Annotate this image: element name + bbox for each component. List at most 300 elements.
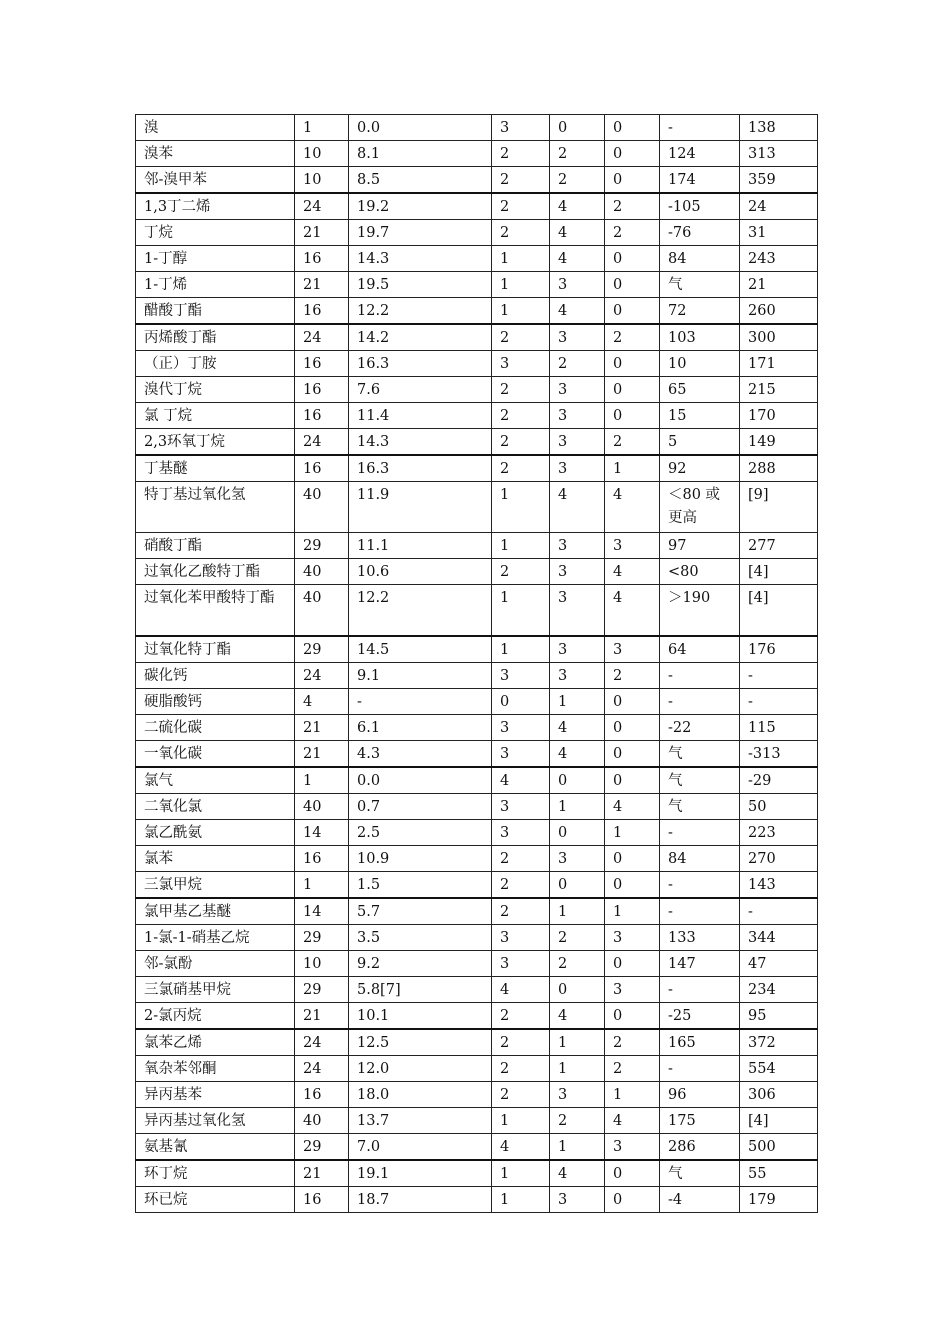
table-row	[136, 951, 818, 977]
table-cell: 4	[550, 741, 605, 768]
table-cell: -	[740, 898, 818, 925]
table-cell: 300	[740, 324, 818, 351]
table-cell: 3	[550, 1082, 605, 1108]
table-cell: 0	[605, 1003, 660, 1030]
table-cell: 4	[550, 298, 605, 325]
table-cell: 24	[740, 193, 818, 220]
table-cell: 3	[550, 636, 605, 663]
table-cell: 2	[492, 324, 550, 351]
table-cell: 邻-溴甲苯	[136, 167, 295, 194]
table-cell: 1	[492, 1108, 550, 1134]
table-cell: 1	[492, 636, 550, 663]
table-cell: 溴	[136, 115, 295, 141]
table-cell: 16	[295, 846, 349, 872]
table-cell: 10.1	[349, 1003, 492, 1030]
table-cell: 270	[740, 846, 818, 872]
table-cell: 14	[295, 820, 349, 846]
table-cell: 1-丁醇	[136, 246, 295, 272]
table-cell: 16	[295, 403, 349, 429]
table-cell: 14.2	[349, 324, 492, 351]
table-cell: 1	[492, 272, 550, 298]
table-row	[136, 351, 818, 377]
table-cell: 2	[492, 559, 550, 585]
table-cell: 143	[740, 872, 818, 899]
table-row	[136, 298, 818, 325]
table-cell: 2	[492, 167, 550, 194]
table-cell: 176	[740, 636, 818, 663]
table-cell: 1-氯-1-硝基乙烷	[136, 925, 295, 951]
table-cell: 14.3	[349, 429, 492, 456]
table-cell: 3	[492, 820, 550, 846]
table-cell: 2	[550, 141, 605, 167]
table-cell: 2	[550, 167, 605, 194]
table-cell: 12.0	[349, 1056, 492, 1082]
table-cell: 0	[550, 820, 605, 846]
table-cell: 40	[295, 482, 349, 533]
table-cell: 0	[605, 767, 660, 794]
table-cell: 14	[295, 898, 349, 925]
table-cell: 气	[660, 794, 740, 820]
table-cell: 4	[550, 1160, 605, 1187]
table-cell: 4	[492, 767, 550, 794]
table-cell: -	[740, 663, 818, 689]
table-cell: 2	[605, 429, 660, 456]
table-cell: 3	[605, 636, 660, 663]
table-cell: -25	[660, 1003, 740, 1030]
table-cell: 72	[660, 298, 740, 325]
table-cell: 306	[740, 1082, 818, 1108]
table-cell: 3	[550, 533, 605, 559]
table-cell: 4	[550, 193, 605, 220]
table-cell: 0	[605, 1187, 660, 1213]
table-cell: 过氧化乙酸特丁酯	[136, 559, 295, 585]
table-cell: 4	[605, 559, 660, 585]
table-cell: 2	[550, 1108, 605, 1134]
table-row	[136, 559, 818, 585]
table-cell: 2	[492, 1082, 550, 1108]
table-cell: 3.5	[349, 925, 492, 951]
table-row	[136, 977, 818, 1003]
table-cell: 1,3丁二烯	[136, 193, 295, 220]
table-cell: 0	[550, 872, 605, 899]
table-cell: 16	[295, 246, 349, 272]
table-cell: 0	[605, 846, 660, 872]
table-cell: 170	[740, 403, 818, 429]
table-cell: 16.3	[349, 351, 492, 377]
table-cell: 24	[295, 429, 349, 456]
table-cell: 氨基氰	[136, 1134, 295, 1161]
table-cell: 0	[550, 767, 605, 794]
table-cell: 过氧化苯甲酸特丁酯	[136, 585, 295, 637]
table-cell: 3	[492, 715, 550, 741]
table-cell: 3	[550, 403, 605, 429]
table-cell: 氯 丁烷	[136, 403, 295, 429]
table-cell: 147	[660, 951, 740, 977]
table-cell: 16	[295, 1082, 349, 1108]
table-cell: 2	[492, 455, 550, 482]
table-cell: 10.9	[349, 846, 492, 872]
table-cell: 95	[740, 1003, 818, 1030]
table-cell: 40	[295, 1108, 349, 1134]
table-row	[136, 689, 818, 715]
table-cell: 环丁烷	[136, 1160, 295, 1187]
table-row	[136, 403, 818, 429]
table-cell: 4	[605, 794, 660, 820]
table-cell: 92	[660, 455, 740, 482]
table-cell: 4	[605, 1108, 660, 1134]
table-cell: 氯气	[136, 767, 295, 794]
table-row	[136, 636, 818, 663]
table-row	[136, 1029, 818, 1056]
table-cell: 138	[740, 115, 818, 141]
table-cell: 2.5	[349, 820, 492, 846]
table-cell: 29	[295, 533, 349, 559]
table-cell: 12.2	[349, 298, 492, 325]
table-row	[136, 715, 818, 741]
table-cell: 0	[605, 951, 660, 977]
table-cell: 21	[295, 741, 349, 768]
table-cell: 29	[295, 925, 349, 951]
table-cell: [4]	[740, 585, 818, 637]
table-cell: 84	[660, 846, 740, 872]
table-cell: 0	[605, 741, 660, 768]
table-cell: 1	[492, 246, 550, 272]
table-cell: 4	[492, 1134, 550, 1161]
table-row	[136, 429, 818, 456]
table-cell: 24	[295, 1029, 349, 1056]
table-cell: 2	[492, 846, 550, 872]
table-cell: 12.5	[349, 1029, 492, 1056]
table-cell: -29	[740, 767, 818, 794]
table-cell: 0	[605, 377, 660, 403]
table-cell: 19.2	[349, 193, 492, 220]
table-cell: 0	[605, 403, 660, 429]
table-cell: 3	[492, 351, 550, 377]
table-cell: 1	[492, 482, 550, 533]
table-cell: 165	[660, 1029, 740, 1056]
table-cell: [9]	[740, 482, 818, 533]
table-cell: -	[740, 689, 818, 715]
table-cell: 16	[295, 351, 349, 377]
table-row	[136, 533, 818, 559]
table-cell: 4.3	[349, 741, 492, 768]
table-cell: 0	[605, 167, 660, 194]
table-cell: 2	[605, 193, 660, 220]
table-cell: 硬脂酸钙	[136, 689, 295, 715]
table-cell: 2	[492, 898, 550, 925]
table-row	[136, 872, 818, 899]
table-cell: 15	[660, 403, 740, 429]
table-cell: 5	[660, 429, 740, 456]
table-cell: 3	[492, 663, 550, 689]
table-cell: 2	[605, 1029, 660, 1056]
table-cell: 1	[492, 533, 550, 559]
table-cell: 一氧化碳	[136, 741, 295, 768]
table-cell: <80	[660, 559, 740, 585]
table-row	[136, 220, 818, 246]
table-row	[136, 1160, 818, 1187]
table-row	[136, 663, 818, 689]
table-cell: 31	[740, 220, 818, 246]
table-cell: 0	[605, 115, 660, 141]
table-row	[136, 246, 818, 272]
table-cell: [4]	[740, 559, 818, 585]
table-cell: 40	[295, 794, 349, 820]
table-cell: 372	[740, 1029, 818, 1056]
table-row	[136, 585, 818, 637]
table-cell: 2	[492, 1003, 550, 1030]
table-cell: 29	[295, 1134, 349, 1161]
table-cell: 10	[295, 141, 349, 167]
table-cell: 7.6	[349, 377, 492, 403]
table-cell: 13.7	[349, 1108, 492, 1134]
table-cell: 84	[660, 246, 740, 272]
table-cell: 环已烷	[136, 1187, 295, 1213]
table-cell: 2-氯丙烷	[136, 1003, 295, 1030]
table-row	[136, 167, 818, 194]
table-cell: -313	[740, 741, 818, 768]
table-cell: 3	[550, 324, 605, 351]
table-cell: 0.7	[349, 794, 492, 820]
table-cell: 3	[550, 272, 605, 298]
table-cell: 3	[605, 1134, 660, 1161]
table-cell: 氯苯乙烯	[136, 1029, 295, 1056]
table-cell: 175	[660, 1108, 740, 1134]
table-cell: 0	[605, 715, 660, 741]
table-cell: 1	[550, 794, 605, 820]
table-cell: 气	[660, 741, 740, 768]
table-cell: 3	[550, 429, 605, 456]
table-cell: 0	[605, 246, 660, 272]
table-row	[136, 141, 818, 167]
table-cell: 500	[740, 1134, 818, 1161]
table-row	[136, 741, 818, 768]
table-cell: 14.5	[349, 636, 492, 663]
table-cell: 3	[605, 533, 660, 559]
table-cell: 288	[740, 455, 818, 482]
table-cell: 气	[660, 272, 740, 298]
table-cell: 过氧化特丁酯	[136, 636, 295, 663]
table-cell: 3	[550, 1187, 605, 1213]
table-cell: -76	[660, 220, 740, 246]
table-cell: 65	[660, 377, 740, 403]
table-cell: [4]	[740, 1108, 818, 1134]
table-cell: 3	[605, 977, 660, 1003]
table-cell: 9.1	[349, 663, 492, 689]
table-cell: 特丁基过氧化氢	[136, 482, 295, 533]
table-cell: 260	[740, 298, 818, 325]
table-cell: 11.4	[349, 403, 492, 429]
table-cell: 3	[492, 925, 550, 951]
table-cell: -105	[660, 193, 740, 220]
table-cell: 氯甲基乙基醚	[136, 898, 295, 925]
table-cell: 3	[550, 455, 605, 482]
table-cell: 243	[740, 246, 818, 272]
table-cell: 氧杂苯邻酮	[136, 1056, 295, 1082]
table-cell: 96	[660, 1082, 740, 1108]
table-cell: 1	[550, 1134, 605, 1161]
table-cell: 3	[492, 115, 550, 141]
table-cell: 313	[740, 141, 818, 167]
table-cell: 碳化钙	[136, 663, 295, 689]
table-cell: 1	[550, 1056, 605, 1082]
table-cell: 1-丁烯	[136, 272, 295, 298]
table-cell: 11.9	[349, 482, 492, 533]
table-row	[136, 898, 818, 925]
table-cell: 10	[660, 351, 740, 377]
table-cell: -4	[660, 1187, 740, 1213]
table-cell: 103	[660, 324, 740, 351]
table-cell: 0	[605, 351, 660, 377]
table-cell: 149	[740, 429, 818, 456]
table-row	[136, 794, 818, 820]
table-cell: 3	[550, 377, 605, 403]
table-cell: 9.2	[349, 951, 492, 977]
table-cell: 234	[740, 977, 818, 1003]
table-cell: 0.0	[349, 115, 492, 141]
table-cell: 3	[492, 951, 550, 977]
table-cell: 277	[740, 533, 818, 559]
table-cell: 三氯甲烷	[136, 872, 295, 899]
table-row	[136, 925, 818, 951]
table-cell: ＜80 或更高	[660, 482, 740, 533]
table-row	[136, 455, 818, 482]
table-cell: 2	[550, 351, 605, 377]
table-cell: 1	[550, 689, 605, 715]
table-cell: 3	[605, 925, 660, 951]
table-cell: 21	[295, 715, 349, 741]
table-cell: 8.1	[349, 141, 492, 167]
table-cell: 2	[492, 403, 550, 429]
table-cell: 溴苯	[136, 141, 295, 167]
table-cell: 29	[295, 636, 349, 663]
table-row	[136, 324, 818, 351]
table-cell: -	[660, 820, 740, 846]
table-row	[136, 1187, 818, 1213]
table-cell: 1	[605, 1082, 660, 1108]
table-cell: 29	[295, 977, 349, 1003]
table-cell: 气	[660, 767, 740, 794]
table-cell: 2	[492, 220, 550, 246]
table-cell: 2	[492, 377, 550, 403]
table-cell: 0	[605, 272, 660, 298]
table-cell: 0	[605, 1160, 660, 1187]
table-cell: 三氯硝基甲烷	[136, 977, 295, 1003]
table-cell: 0	[492, 689, 550, 715]
table-cell: 40	[295, 585, 349, 637]
table-cell: 97	[660, 533, 740, 559]
table-cell: 7.0	[349, 1134, 492, 1161]
table-cell: 124	[660, 141, 740, 167]
table-row	[136, 377, 818, 403]
table-cell: 1.5	[349, 872, 492, 899]
table-cell: 溴代丁烷	[136, 377, 295, 403]
table-cell: 24	[295, 193, 349, 220]
table-row	[136, 1134, 818, 1161]
table-cell: 18.7	[349, 1187, 492, 1213]
table-row	[136, 193, 818, 220]
table-cell: 丁基醚	[136, 455, 295, 482]
table-cell: 2	[605, 663, 660, 689]
table-cell: 邻-氯酚	[136, 951, 295, 977]
table-cell: 4	[550, 246, 605, 272]
table-cell: 2	[550, 925, 605, 951]
table-cell: 3	[550, 846, 605, 872]
table-cell: 2,3环氧丁烷	[136, 429, 295, 456]
table-cell: 19.1	[349, 1160, 492, 1187]
table-cell: 171	[740, 351, 818, 377]
table-cell: 4	[550, 1003, 605, 1030]
table-row	[136, 1003, 818, 1030]
table-cell: -	[660, 977, 740, 1003]
table-cell: 21	[295, 272, 349, 298]
table-cell: 24	[295, 663, 349, 689]
table-cell: 气	[660, 1160, 740, 1187]
table-row	[136, 482, 818, 533]
table-cell: 异丙基苯	[136, 1082, 295, 1108]
table-cell: 二硫化碳	[136, 715, 295, 741]
table-cell: -	[660, 663, 740, 689]
table-row	[136, 1056, 818, 1082]
table-cell: 0.0	[349, 767, 492, 794]
table-cell: 6.1	[349, 715, 492, 741]
table-cell: 3	[492, 741, 550, 768]
table-cell: 2	[605, 1056, 660, 1082]
table-cell: -	[660, 872, 740, 899]
table-cell: ＞190	[660, 585, 740, 637]
table-cell: 18.0	[349, 1082, 492, 1108]
table-cell: 丙烯酸丁酯	[136, 324, 295, 351]
table-cell: （正）丁胺	[136, 351, 295, 377]
table-cell: 179	[740, 1187, 818, 1213]
table-cell: -	[660, 1056, 740, 1082]
table-cell: 1	[492, 585, 550, 637]
data-table	[135, 114, 818, 1213]
table-cell: 5.8[7]	[349, 977, 492, 1003]
table-cell: 1	[605, 898, 660, 925]
table-cell: 0	[550, 977, 605, 1003]
table-cell: 19.5	[349, 272, 492, 298]
table-cell: 12.2	[349, 585, 492, 637]
table-cell: 133	[660, 925, 740, 951]
table-cell: 0	[605, 872, 660, 899]
table-row	[136, 846, 818, 872]
table-cell: 1	[492, 298, 550, 325]
table-cell: 21	[295, 220, 349, 246]
table-cell: 4	[492, 977, 550, 1003]
table-cell: 554	[740, 1056, 818, 1082]
table-cell: 4	[605, 482, 660, 533]
table-cell: 215	[740, 377, 818, 403]
table-cell: 10	[295, 951, 349, 977]
table-cell: 11.1	[349, 533, 492, 559]
table-cell: 1	[295, 872, 349, 899]
table-row	[136, 767, 818, 794]
table-cell: -	[660, 115, 740, 141]
table-cell: 0	[605, 141, 660, 167]
table-cell: -	[660, 689, 740, 715]
table-cell: 丁烷	[136, 220, 295, 246]
table-cell: 10.6	[349, 559, 492, 585]
table-row	[136, 820, 818, 846]
table-cell: 氯苯	[136, 846, 295, 872]
table-cell: 4	[550, 482, 605, 533]
table-cell: 115	[740, 715, 818, 741]
table-row	[136, 1082, 818, 1108]
table-cell: 异丙基过氧化氢	[136, 1108, 295, 1134]
table-cell: 2	[550, 951, 605, 977]
table-cell: 19.7	[349, 220, 492, 246]
